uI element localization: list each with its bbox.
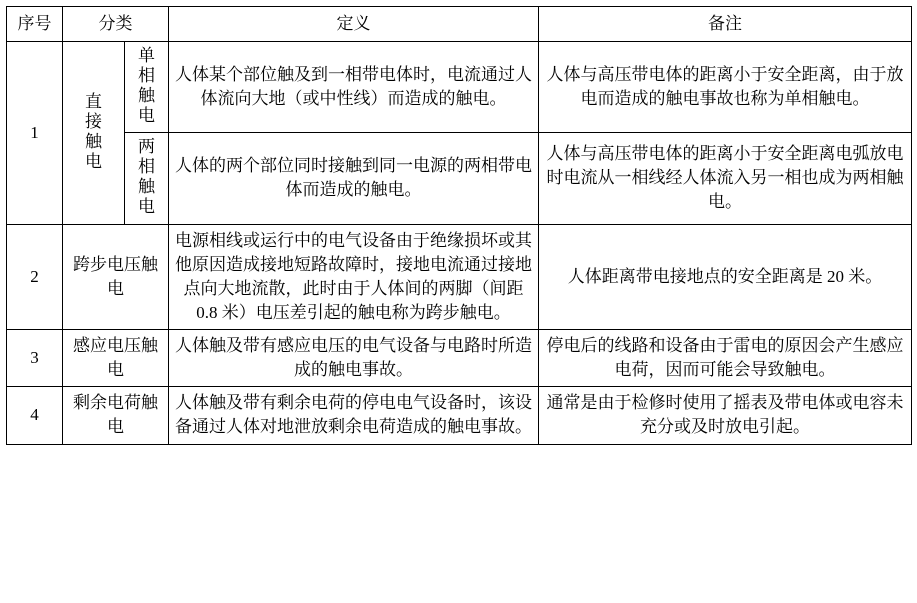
document-page <box>0 6 917 603</box>
row-category <box>63 330 169 387</box>
table-row <box>7 330 912 387</box>
row-note: 人体与高压带电体的距离小于安全距离，由于放电而造成的触电事故也称为单相触电。 <box>539 42 912 133</box>
row-note: 停电后的线路和设备由于雷电的原因会产生感应电荷，因而可能会导致触电。 <box>539 330 912 387</box>
row-category-label: 感应电压触电 <box>73 336 158 380</box>
row-definition: 人体触及带有感应电压的电气设备与电路时所造成的触电事故。 <box>169 330 539 387</box>
row-category-label: 剩余电荷触电 <box>73 393 158 437</box>
row-note: 人体与高压带电体的距离小于安全距离电弧放电时电流从一相线经人体流入另一相也成为两相触电。 <box>539 133 912 224</box>
row-subcategory <box>125 133 169 224</box>
table-row <box>7 42 912 133</box>
column-header-definition: 定义 <box>169 7 539 42</box>
row-category-label: 跨步电压触电 <box>73 254 158 298</box>
row-definition: 人体的两个部位同时接触到同一电源的两相带电体而造成的触电。 <box>169 133 539 224</box>
row-category-label: 直接触电 <box>85 91 102 171</box>
row-note: 人体距离带电接地点的安全距离是 20 米。 <box>539 224 912 330</box>
row-category <box>63 224 169 330</box>
column-header-index: 序号 <box>7 7 63 42</box>
row-index: 4 <box>7 387 63 444</box>
table-header <box>7 7 912 42</box>
row-subcategory-label: 两相触电 <box>138 137 155 217</box>
row-definition: 人体某个部位触及到一相带电体时，电流通过人体流向大地（或中性线）而造成的触电。 <box>169 42 539 133</box>
row-index: 1 <box>7 42 63 225</box>
row-subcategory-label: 单相触电 <box>138 46 155 126</box>
row-note: 通常是由于检修时使用了摇表及带电体或电容未充分或及时放电引起。 <box>539 387 912 444</box>
table-row <box>7 133 912 224</box>
column-header-category: 分类 <box>63 7 169 42</box>
electric-shock-classification-table <box>6 6 912 445</box>
row-definition: 人体触及带有剩余电荷的停电电气设备时，该设备通过人体对地泄放剩余电荷造成的触电事故。 <box>169 387 539 444</box>
table-row <box>7 387 912 444</box>
table-body <box>7 42 912 445</box>
row-category <box>63 42 125 225</box>
row-category <box>63 387 169 444</box>
row-subcategory <box>125 42 169 133</box>
row-definition: 电源相线或运行中的电气设备由于绝缘损坏或其他原因造成接地短路故障时，接地电流通过接地点向大地流散，此时由于人体间的两脚（间距 0.8 米）电压差引起的触电称为跨步触电。 <box>169 224 539 330</box>
column-header-note: 备注 <box>539 7 912 42</box>
row-index: 2 <box>7 224 63 330</box>
row-index: 3 <box>7 330 63 387</box>
table-header-row <box>7 7 912 42</box>
table-row <box>7 224 912 330</box>
